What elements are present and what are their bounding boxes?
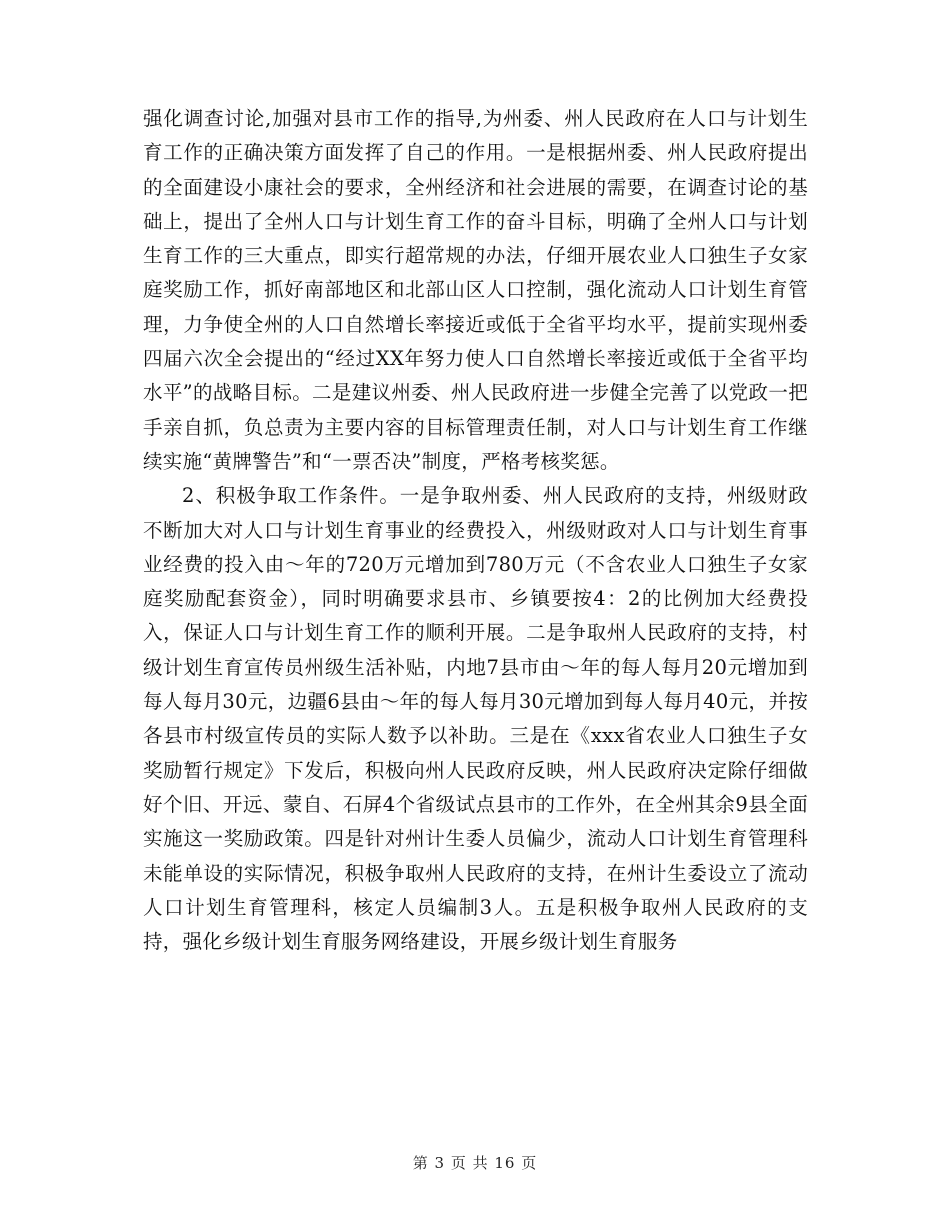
document-body (143, 102, 808, 959)
paragraph-2: 2、积极争取工作条件。一是争取州委、州人民政府的支持，州级财政不断加大对人口与计划生育事业的经费投入，州级财政对人口与计划生育事业经费的投入由～年的720万元增加到780万元（不含农业人口独生子女家庭奖励配套资金），同时明确要求县市、乡镇要按4：2的比例加大经费投入，保证人口与计划生育工作的顺利开展。二是争取州人民政府的支持，村级计划生育宣传员州级生活补贴，内地7县市由～年的每人每月20元增加到每人每月30元，边疆6县由～年的每人每月30元增加到每人每月40元，并按各县市村级宣传员的实际人数予以补助。三是在《xxx省农业人口独生子女奖励暂行规定》下发后，积极向州人民政府反映，州人民政府决定除仔细做好个旧、开远、蒙自、石屏4个省级试点县市的工作外，在全州其余9县全面实施这一奖励政策。四是针对州计生委人员偏少，流动人口计划生育管理科未能单设的实际情况，积极争取州人民政府的支持，在州计生委设立了流动人口计划生育管理科，核定人员编制3人。五是积极争取州人民政府的支持，强化乡级计划生育服务网络建设，开展乡级计划生育服务 (143, 484, 808, 954)
paragraph-1: 强化调查讨论,加强对县市工作的指导,为州委、州人民政府在人口与计划生育工作的正确决策方面发挥了自己的作用。一是根据州委、州人民政府提出的全面建设小康社会的要求，全州经济和社会进展的需要，在调查讨论的基础上，提出了全州人口与计划生育工作的奋斗目标，明确了全州人口与计划生育工作的三大重点，即实行超常规的办法，仔细开展农业人口独生子女家庭奖励工作，抓好南部地区和北部山区人口控制，强化流动人口计划生育管理，力争使全州的人口自然增长率接近或低于全省平均水平，提前实现州委四届六次全会提出的“经过XX年努力使人口自然增长率接近或低于全省平均水平”的战略目标。二是建议州委、州人民政府进一步健全完善了以党政一把手亲自抓，负总责为主要内容的目标管理责任制，对人口与计划生育工作继续实施“黄牌警告”和“一票否决”制度，严格考核奖惩。 (143, 107, 808, 473)
page-number-footer: 第 3 页 共 16 页 (412, 1154, 538, 1172)
